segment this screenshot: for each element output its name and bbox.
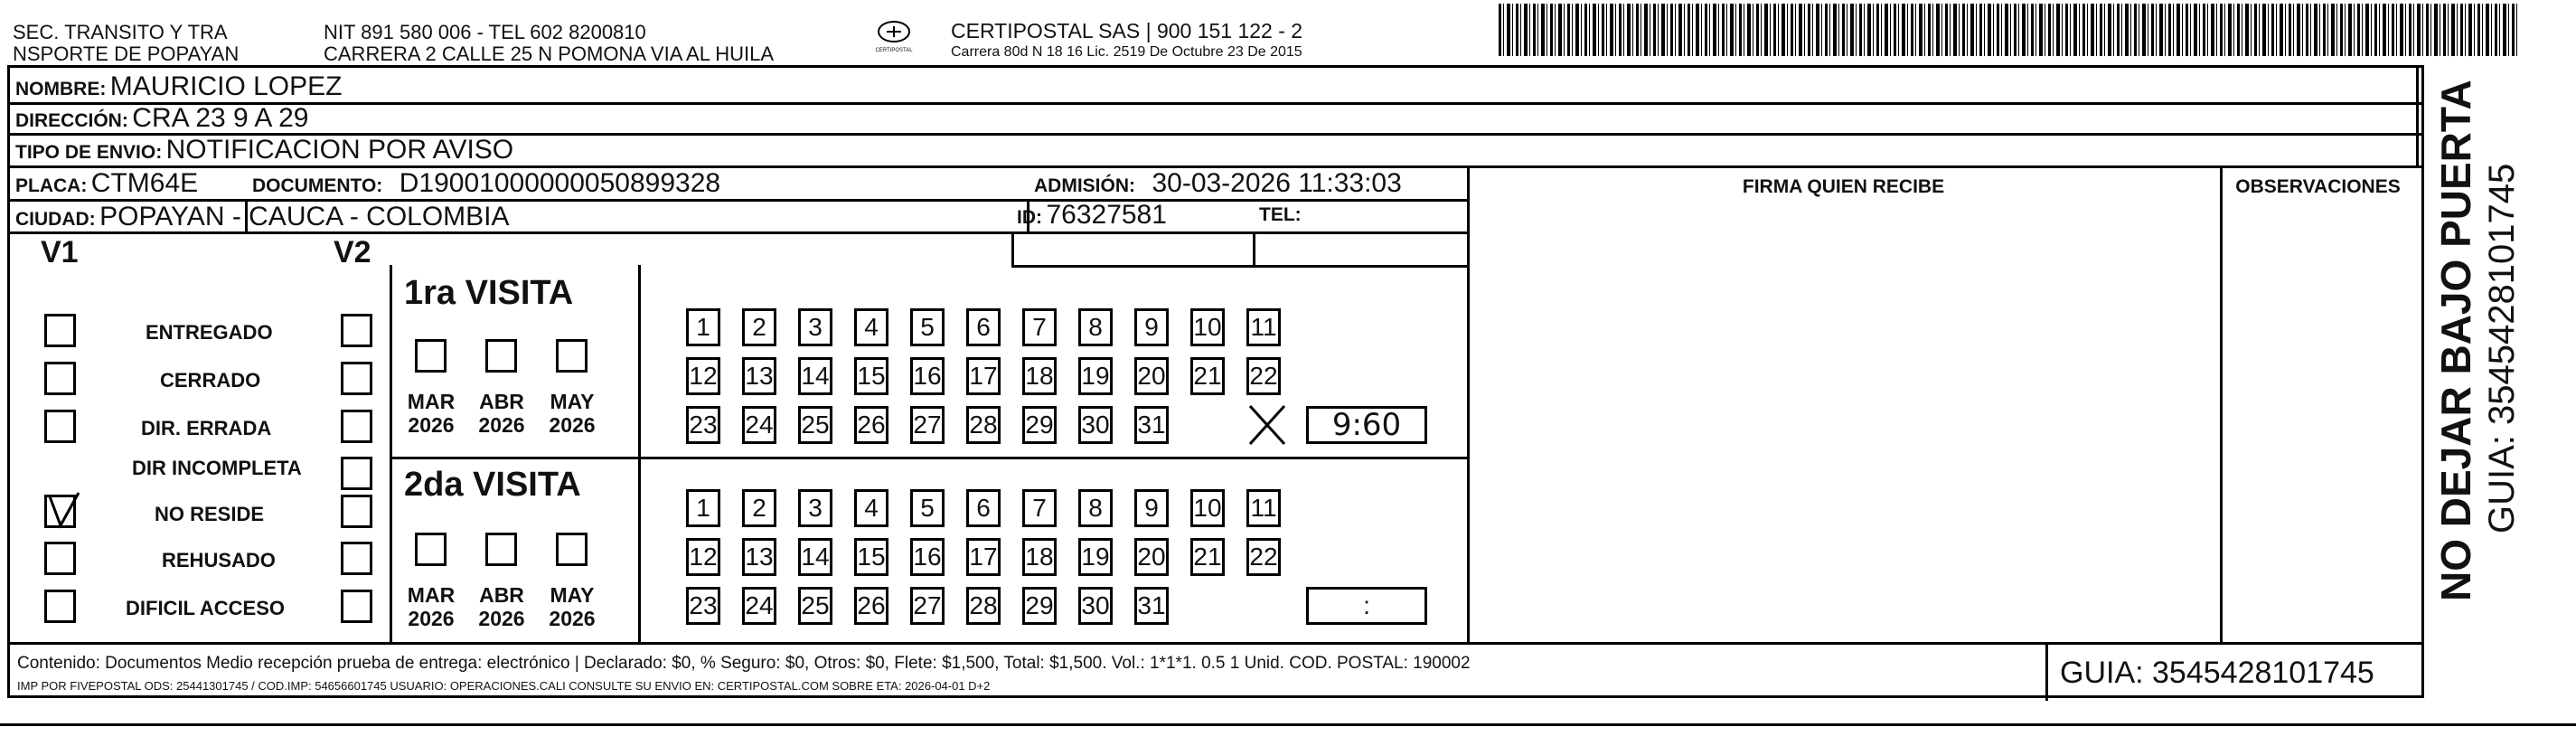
sender-contact [324,22,774,65]
second-visit-day-31[interactable]: 31 [1134,587,1169,625]
second-visit-day-4[interactable]: 4 [854,489,888,527]
first-visit-month-may: MAY 2026 [549,390,596,437]
status-dir-incompleta: DIR INCOMPLETA [132,457,302,479]
ciudad-value: POPAYAN - CAUCA - COLOMBIA [99,202,510,231]
second-visit-month-abr-box[interactable] [485,533,517,566]
id-field [1017,200,1167,235]
second-visit-day-9[interactable]: 9 [1134,489,1169,527]
placa-field [15,168,198,203]
second-visit-day-3[interactable]: 3 [798,489,832,527]
second-visit-day-6[interactable]: 6 [966,489,1001,527]
first-visit-day-19[interactable]: 19 [1078,357,1113,395]
status-entregado: ENTREGADO [146,321,273,344]
first-visit-day-9[interactable]: 9 [1134,308,1169,346]
first-visit-day-3[interactable]: 3 [798,308,832,346]
carrier-logo-text: CERTIPOSTAL [875,48,913,53]
first-visit-day-12[interactable]: 12 [686,357,720,395]
first-visit-day-7[interactable]: 7 [1022,308,1057,346]
nombre-value: MAURICIO LOPEZ [109,71,343,101]
first-visit-day-28[interactable]: 28 [966,406,1001,444]
placa-value: CTM64E [90,168,199,198]
second-visit-month-abr: ABR 2026 [478,583,525,630]
second-visit-day-22[interactable]: 22 [1246,538,1281,576]
second-visit-day-17[interactable]: 17 [966,538,1001,576]
second-visit-day-14[interactable]: 14 [798,538,832,576]
ciudad-label: CIUDAD: [15,209,96,230]
second-visit-day-19[interactable]: 19 [1078,538,1113,576]
first-visit-month-abr: ABR 2026 [478,390,525,437]
first-visit-day-24[interactable]: 24 [742,406,776,444]
status-cerrado: CERRADO [160,369,261,392]
scan-bottom-line [0,723,2576,726]
second-visit-day-2[interactable]: 2 [742,489,776,527]
carrier-logo-icon [876,20,912,43]
carrier-logo [866,20,922,60]
tipo-envio-field [15,135,513,170]
second-visit-day-20[interactable]: 20 [1134,538,1169,576]
observaciones-label: OBSERVACIONES [2235,176,2401,197]
second-visit-day-12[interactable]: 12 [686,538,720,576]
v2-checkbox-rehusado[interactable] [341,542,372,575]
v2-checkbox-no-reside[interactable] [341,495,372,528]
footer-imp: IMP POR FIVEPOSTAL ODS: 25441301745 / COD.IMP: 54656601745 USUARIO: OPERACIONES.CALI CONSULTE SU ENVIO EN: CERTIPOSTAL.COM SOBRE ETA: 2026-04-01 D+2 [17,679,991,693]
cross-mark-icon [1246,402,1288,448]
documento-field [252,168,720,203]
v1-checkbox-dificil-acceso[interactable] [44,590,76,623]
tipo-envio-value: NOTIFICACION POR AVISO [165,135,514,165]
tel-label: TEL: [1259,204,1302,225]
second-visit-day-18[interactable]: 18 [1022,538,1057,576]
side-guia-text: GUIA: 3545428101745 [2482,163,2522,534]
second-visit-month-may: MAY 2026 [549,583,596,630]
carrier-info [951,20,1302,63]
status-no-reside: NO RESIDE [155,503,265,525]
firma-header [1467,172,2220,204]
carrier-name: CERTIPOSTAL SAS | 900 151 122 - 2 [951,19,1303,42]
second-visit-time-box[interactable] [1306,587,1427,625]
direccion-value: CRA 23 9 A 29 [132,103,309,133]
documento-value: D19001000000050899328 [399,168,721,198]
first-visit-time-box[interactable] [1306,406,1427,444]
v2-checkbox-entregado[interactable] [341,314,372,347]
nombre-label: NOMBRE: [15,79,107,99]
first-visit-day-16[interactable]: 16 [910,357,945,395]
first-visit-time: 9:60 [1331,407,1402,443]
first-visit-day-15[interactable]: 15 [854,357,888,395]
carrier-license: Carrera 80d N 18 16 Lic. 2519 De Octubre 23 De 2015 [951,44,1302,60]
second-visit-day-10[interactable]: 10 [1190,489,1225,527]
v2-checkbox-cerrado[interactable] [341,362,372,395]
first-visit-day-29[interactable]: 29 [1022,406,1057,444]
side-warning-text: NO DEJAR BAJO PUERTA [2432,80,2479,601]
first-visit-day-17[interactable]: 17 [966,357,1001,395]
second-visit-month-mar: MAR 2026 [407,583,456,630]
footer-contenido: Contenido: Documentos Medio recepción prueba de entrega: electrónico | Declarado: $0, % Seguro: $0, Otros: $0, Flete: $1,500, Total: $1,500. Vol.: 1*1*1. 0.5 1 Unid. COD. POSTAL: 190002 [17,654,1471,673]
first-visit-month-mar: MAR 2026 [407,390,456,437]
first-visit-day-10[interactable]: 10 [1190,308,1225,346]
second-visit-day-24[interactable]: 24 [742,587,776,625]
admision-field [1034,168,1402,203]
status-dir-errada: DIR. ERRADA [141,417,272,439]
second-visit-day-5[interactable]: 5 [910,489,945,527]
tipo-envio-label: TIPO DE ENVIO: [15,142,163,163]
second-visit-day-23[interactable]: 23 [686,587,720,625]
first-visit-day-25[interactable]: 25 [798,406,832,444]
v1-checkbox-dir-errada[interactable] [44,410,76,443]
first-visit-day-27[interactable]: 27 [910,406,945,444]
first-visit-day-22[interactable]: 22 [1246,357,1281,395]
second-visit-day-26[interactable]: 26 [854,587,888,625]
first-visit-day-8[interactable]: 8 [1078,308,1113,346]
direccion-field [15,103,308,138]
first-visit-day-21[interactable]: 21 [1190,357,1225,395]
second-visit-day-13[interactable]: 13 [742,538,776,576]
first-visit-day-26[interactable]: 26 [854,406,888,444]
placa-label: PLACA: [15,175,88,196]
first-visit-day-11[interactable]: 11 [1246,308,1281,346]
sender-company-line2: NSPORTE DE POPAYAN [13,42,240,65]
v1-checkbox-entregado[interactable] [44,314,76,347]
v2-checkbox-dificil-acceso[interactable] [341,590,372,623]
second-visit-day-27[interactable]: 27 [910,587,945,625]
first-visit-day-20[interactable]: 20 [1134,357,1169,395]
checkmark-icon [46,489,82,529]
first-visit-day-2[interactable]: 2 [742,308,776,346]
sender-nit: NIT 891 580 006 - TEL 602 8200810 [324,21,646,43]
id-value: 76327581 [1046,200,1167,230]
second-visit-day-30[interactable]: 30 [1078,587,1113,625]
second-visit-day-1[interactable]: 1 [686,489,720,527]
nombre-field [15,71,342,107]
first-visit-title: 1ra VISITA [404,274,574,312]
second-visit-time: : [1363,591,1370,619]
first-visit-day-30[interactable]: 30 [1078,406,1113,444]
admision-value: 30-03-2026 11:33:03 [1152,168,1402,198]
second-visit-day-21[interactable]: 21 [1190,538,1225,576]
tel-field [1259,200,1302,232]
first-visit-month-mar-box[interactable] [415,339,447,373]
id-label: ID: [1017,207,1042,228]
status-dificil-acceso: DIFICIL ACCESO [126,597,286,619]
first-visit-month-abr-box[interactable] [485,339,517,373]
second-visit-day-28[interactable]: 28 [966,587,1001,625]
second-visit-day-11[interactable]: 11 [1246,489,1281,527]
first-visit-day-31[interactable]: 31 [1134,406,1169,444]
first-visit-day-13[interactable]: 13 [742,357,776,395]
observaciones-header [2220,172,2416,204]
v2-checkbox-dir-incompleta[interactable] [341,457,372,490]
barcode [1499,4,2520,56]
documento-label: DOCUMENTO: [252,175,383,196]
v1-checkbox-cerrado[interactable] [44,362,76,395]
second-visit-month-mar-box[interactable] [415,533,447,566]
guide-form [7,65,2424,698]
ciudad-field [15,202,510,237]
side-warning [2422,80,2558,606]
firma-label: FIRMA QUIEN RECIBE [1742,176,1945,197]
sender-company-line1: SEC. TRANSITO Y TRA [13,21,228,43]
first-visit-day-23[interactable]: 23 [686,406,720,444]
sender-address: CARRERA 2 CALLE 25 N POMONA VIA AL HUILA [324,42,775,65]
second-visit-day-25[interactable]: 25 [798,587,832,625]
second-visit-day-7[interactable]: 7 [1022,489,1057,527]
first-visit-day-1[interactable]: 1 [686,308,720,346]
second-visit-day-16[interactable]: 16 [910,538,945,576]
second-visit-month-may-box[interactable] [556,533,588,566]
first-visit-month-may-box[interactable] [556,339,588,373]
admision-label: ADMISIÓN: [1034,175,1135,196]
second-visit-day-15[interactable]: 15 [854,538,888,576]
second-visit-day-29[interactable]: 29 [1022,587,1057,625]
second-visit-day-8[interactable]: 8 [1078,489,1113,527]
footer-guia: GUIA: 3545428101745 [2060,656,2374,690]
v2-label: V2 [334,235,371,269]
direccion-label: DIRECCIÓN: [15,110,128,131]
status-rehusado: REHUSADO [162,549,276,571]
first-visit-day-18[interactable]: 18 [1022,357,1057,395]
first-visit-day-5[interactable]: 5 [910,308,945,346]
sender-company [13,22,239,65]
v1-label: V1 [41,235,79,269]
v1-checkbox-rehusado[interactable] [44,542,76,575]
v2-checkbox-dir-errada[interactable] [341,410,372,443]
first-visit-day-14[interactable]: 14 [798,357,832,395]
first-visit-day-6[interactable]: 6 [966,308,1001,346]
first-visit-day-4[interactable]: 4 [854,308,888,346]
second-visit-title: 2da VISITA [404,466,581,504]
